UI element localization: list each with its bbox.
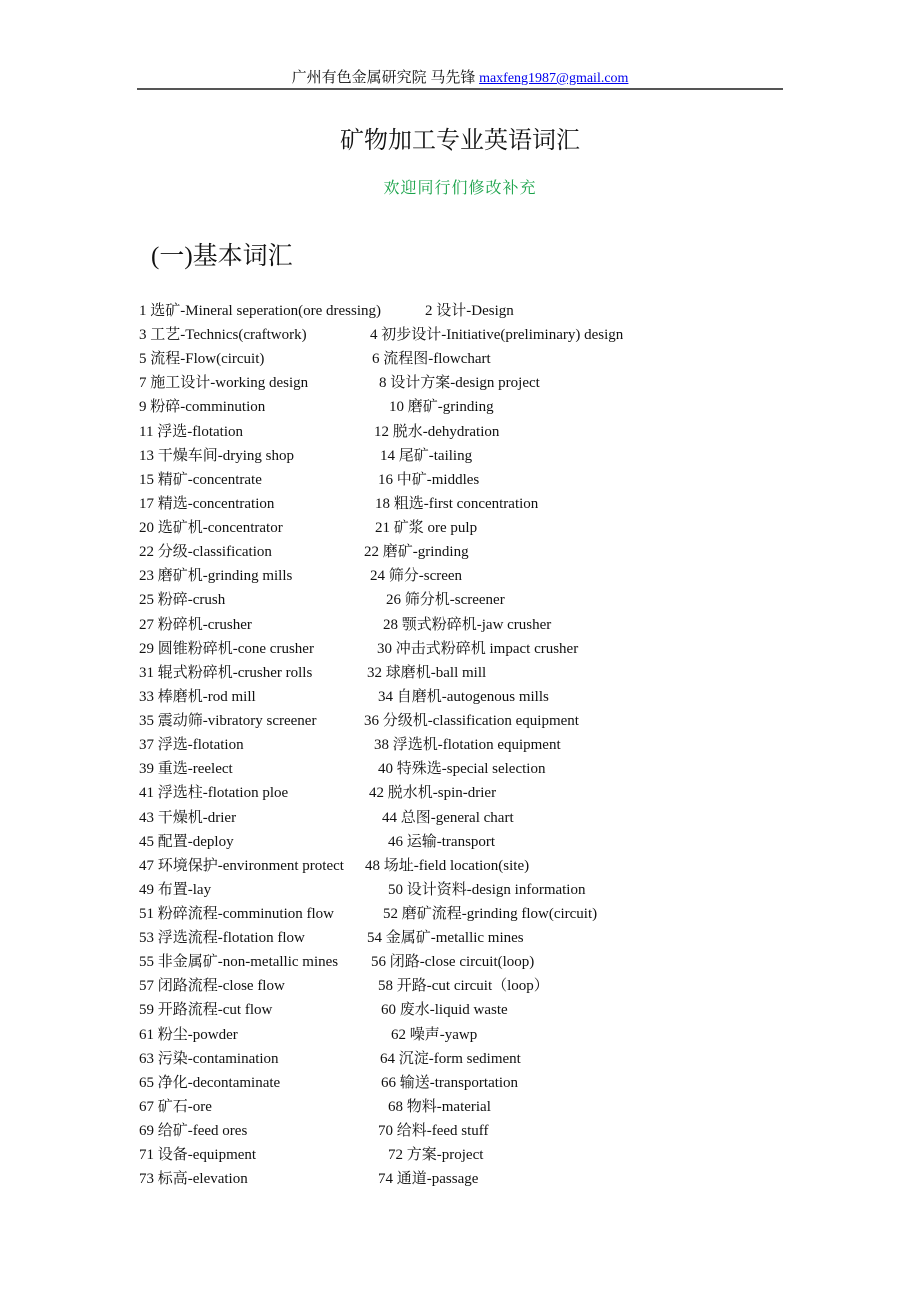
vocab-term-left: 31 辊式粉碎机-crusher rolls (139, 664, 313, 681)
header-author: 广州有色金属研究院 马先锋 (291, 70, 480, 86)
vocab-term-right: 60 废水-liquid waste (381, 1002, 508, 1019)
vocab-term-right: 36 分级机-classification equipment (364, 713, 579, 730)
vocab-term-right: 70 给料-feed stuff (378, 1123, 489, 1140)
vocab-term-left: 61 粉尘-powder (139, 1026, 238, 1043)
vocab-term-left: 41 浮选柱-flotation ploe (139, 785, 289, 802)
vocab-term-right: 40 特殊选-special selection (378, 761, 546, 778)
vocab-term-right: 62 噪声-yawp (391, 1026, 478, 1043)
vocab-term-right: 38 浮选机-flotation equipment (374, 737, 561, 754)
page-header (0, 66, 920, 87)
vocab-term-left: 11 浮选-flotation (139, 423, 244, 440)
vocab-term-left: 23 磨矿机-grinding mills (139, 568, 293, 585)
vocab-term-right: 28 颚式粉碎机-jaw crusher (383, 616, 552, 633)
vocab-term-right: 58 开路-cut circuit（loop） (378, 978, 549, 995)
vocab-term-left: 22 分级-classification (139, 544, 272, 561)
section-heading: (一)基本词汇 (151, 243, 293, 270)
vocab-term-left: 37 浮选-flotation (139, 737, 244, 754)
vocab-term-left: 73 标高-elevation (139, 1171, 248, 1188)
vocab-term-right: 64 沉淀-form sediment (380, 1050, 521, 1067)
vocab-term-left: 15 精矿-concentrate (139, 471, 262, 488)
vocab-term-left: 35 震动筛-vibratory screener (139, 713, 317, 730)
vocab-term-left: 59 开路流程-cut flow (139, 1002, 273, 1019)
vocab-term-right: 18 粗选-first concentration (375, 495, 539, 512)
vocab-term-right: 46 运输-transport (388, 833, 496, 850)
header-rule (137, 88, 783, 90)
vocab-term-left: 53 浮选流程-flotation flow (139, 930, 305, 947)
vocab-term-right: 50 设计资料-design information (388, 881, 586, 898)
vocab-term-right: 68 物料-material (388, 1098, 491, 1115)
vocab-term-left: 20 选矿机-concentrator (139, 520, 283, 537)
vocab-term-right: 48 场址-field location(site) (365, 857, 530, 874)
vocab-term-right: 44 总图-general chart (382, 809, 514, 826)
vocab-term-right: 22 磨矿-grinding (364, 544, 469, 561)
document-title: 矿物加工专业英语词汇 (340, 128, 580, 154)
vocab-term-left: 3 工艺-Technics(craftwork) (139, 327, 307, 344)
vocab-term-left: 1 选矿-Mineral seperation(ore dressing) (139, 303, 382, 319)
vocab-term-left: 33 棒磨机-rod mill (139, 688, 256, 705)
vocab-term-right: 8 设计方案-design project (379, 375, 540, 392)
vocab-term-left: 9 粉碎-comminution (139, 399, 266, 416)
vocab-term-left: 55 非金属矿-non-metallic mines (139, 954, 339, 971)
vocab-term-left: 13 干燥车间-drying shop (139, 447, 294, 464)
document-subtitle: 欢迎同行们修改补充 (383, 180, 537, 197)
vocab-term-left: 43 干燥机-drier (139, 809, 237, 826)
vocab-term-right: 66 输送-transportation (381, 1074, 519, 1091)
vocab-term-right: 10 磨矿-grinding (389, 399, 494, 416)
vocab-term-left: 29 圆锥粉碎机-cone crusher (139, 640, 314, 657)
vocab-term-right: 24 筛分-screen (370, 568, 463, 585)
vocab-term-right: 30 冲击式粉碎机 impact crusher (377, 640, 579, 657)
vocab-term-right: 6 流程图-flowchart (372, 351, 491, 368)
vocab-term-right: 12 脱水-dehydration (374, 423, 500, 440)
vocab-term-left: 47 环境保护-environment protect (139, 857, 344, 874)
vocab-term-left: 25 粉碎-crush (139, 592, 226, 609)
vocab-term-left: 67 矿石-ore (139, 1098, 212, 1115)
vocab-term-left: 57 闭路流程-close flow (139, 978, 285, 995)
vocab-term-left: 71 设备-equipment (139, 1147, 257, 1164)
vocab-term-left: 69 给矿-feed ores (139, 1123, 248, 1140)
vocab-term-right: 26 筛分机-screener (386, 592, 505, 609)
vocab-term-left: 27 粉碎机-crusher (139, 616, 252, 633)
vocab-term-left: 17 精选-concentration (139, 495, 275, 512)
vocab-term-right: 56 闭路-close circuit(loop) (371, 954, 535, 971)
vocab-term-right: 4 初步设计-Initiative(preliminary) design (370, 327, 624, 344)
vocab-term-right: 14 尾矿-tailing (380, 447, 473, 464)
vocab-term-right: 54 金属矿-metallic mines (367, 930, 524, 947)
vocab-term-left: 65 净化-decontaminate (139, 1074, 281, 1091)
vocab-term-left: 5 流程-Flow(circuit) (139, 351, 265, 368)
vocab-term-right: 16 中矿-middles (378, 471, 480, 488)
vocab-term-right: 52 磨矿流程-grinding flow(circuit) (383, 906, 598, 922)
vocab-term-right: 74 通道-passage (378, 1171, 479, 1188)
vocab-term-left: 51 粉碎流程-comminution flow (139, 906, 334, 922)
vocab-term-right: 32 球磨机-ball mill (367, 664, 487, 681)
vocab-term-right: 42 脱水机-spin-drier (369, 785, 497, 802)
vocab-term-left: 49 布置-lay (139, 881, 212, 898)
author-email-link[interactable]: maxfeng1987@gmail.com (479, 71, 629, 86)
vocab-term-left: 45 配置-deploy (139, 833, 234, 850)
vocab-term-right: 2 设计-Design (425, 303, 514, 319)
vocab-term-left: 7 施工设计-working design (139, 375, 309, 392)
vocab-term-left: 39 重选-reelect (139, 761, 233, 778)
vocab-term-left: 63 污染-contamination (139, 1050, 279, 1067)
vocab-term-right: 34 自磨机-autogenous mills (378, 688, 549, 705)
vocab-term-right: 72 方案-project (388, 1147, 484, 1164)
vocab-term-right: 21 矿浆 ore pulp (375, 520, 478, 537)
